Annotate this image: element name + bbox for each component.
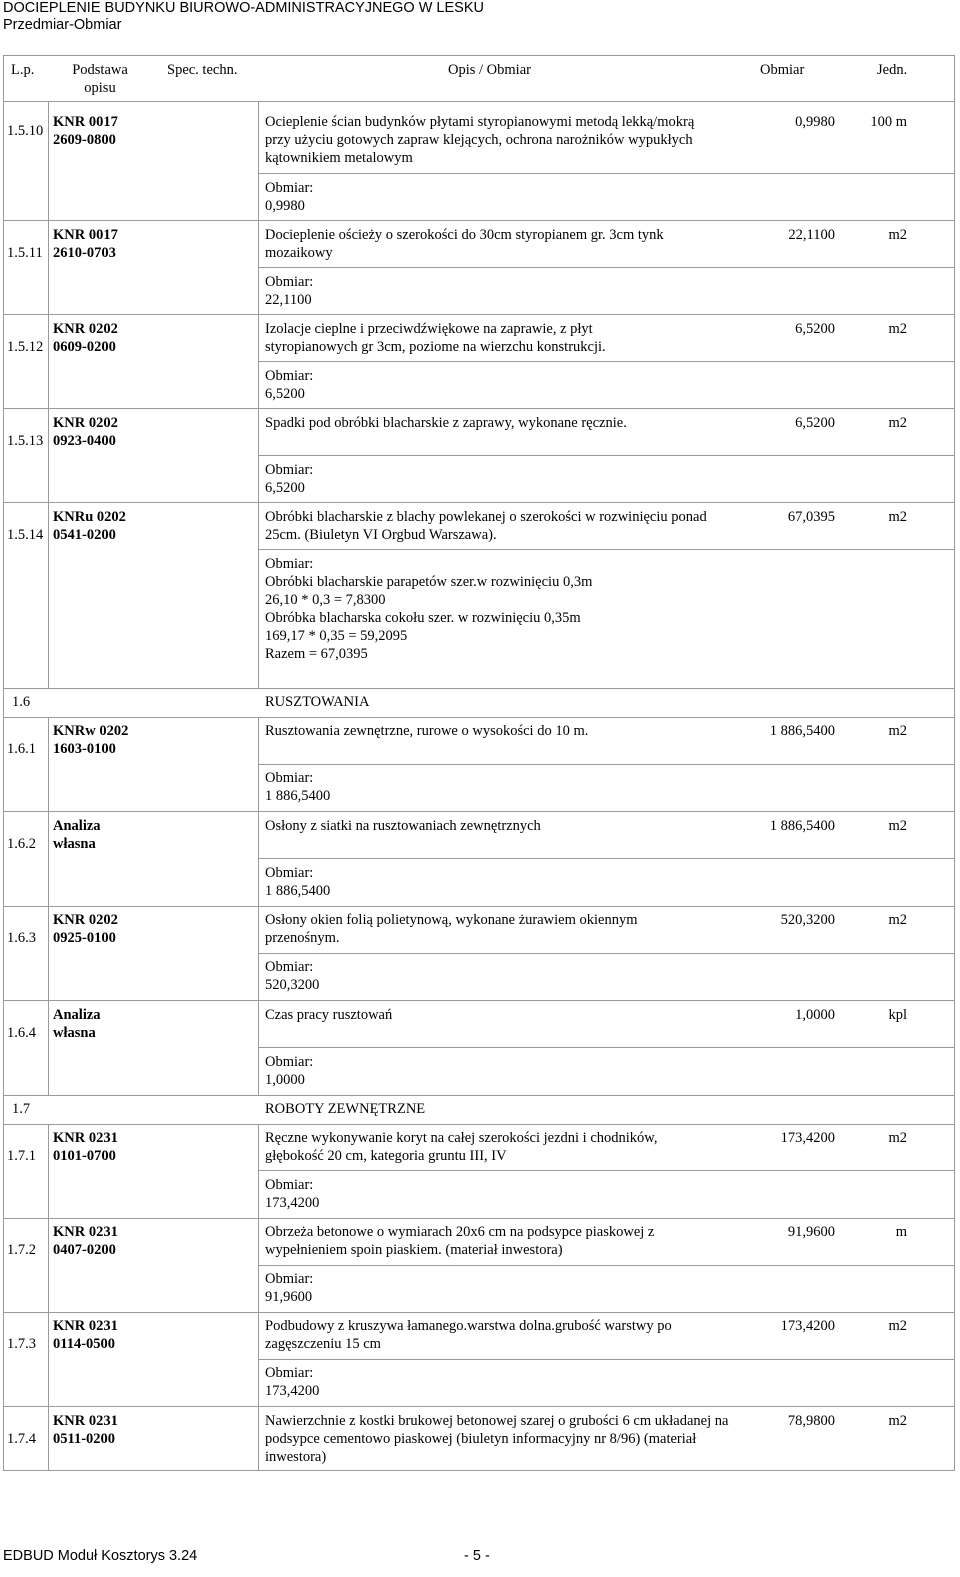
grid-line	[3, 1470, 955, 1471]
col-lp-header: L.p.	[11, 62, 35, 78]
row-quantity: 1 886,5400	[769, 818, 835, 834]
row-calc-line: 26,10 * 0,3 = 7,8300	[265, 592, 386, 608]
row-base-number: 0609-0200	[53, 339, 116, 355]
row-unit: m2	[888, 818, 907, 834]
row-base-number: 2609-0800	[53, 132, 116, 148]
grid-line	[3, 314, 955, 315]
row-obmiar-label: Obmiar:	[265, 462, 314, 478]
row-unit: m2	[888, 415, 907, 431]
grid-line	[3, 717, 955, 718]
grid-line	[3, 811, 955, 812]
row-base-code: KNRw 0202	[53, 723, 129, 739]
row-obmiar-label: Obmiar:	[265, 1365, 314, 1381]
grid-line	[3, 1312, 955, 1313]
row-quantity: 173,4200	[780, 1130, 835, 1146]
grid-line	[3, 906, 955, 907]
row-unit: m2	[888, 227, 907, 243]
row-description: Osłony z siatki na rusztowaniach zewnętrznych	[265, 818, 541, 834]
row-description: Spadki pod obróbki blacharskie z zaprawy, wykonane ręcznie.	[265, 415, 627, 431]
section-title: ROBOTY ZEWNĘTRZNE	[265, 1101, 426, 1117]
grid-line	[3, 1000, 955, 1001]
grid-line	[258, 267, 955, 268]
grid-line	[3, 1406, 955, 1407]
row-quantity: 6,5200	[795, 415, 835, 431]
row-base-number: własna	[53, 1025, 96, 1041]
row-quantity: 0,9980	[795, 114, 835, 130]
row-obmiar-label: Obmiar:	[265, 368, 314, 384]
row-calc-line: 520,3200	[265, 977, 320, 993]
row-quantity: 6,5200	[795, 321, 835, 337]
grid-line	[48, 101, 49, 688]
row-obmiar-label: Obmiar:	[265, 1054, 314, 1070]
row-description: Podbudowy z kruszywa łamanego.warstwa dolna.grubość warstwy po zagęszczeniu 15 cm	[265, 1318, 672, 1352]
footer-software: EDBUD Moduł Kosztorys 3.24	[3, 1548, 198, 1564]
row-description: Rusztowania zewnętrzne, rurowe o wysokości do 10 m.	[265, 723, 589, 739]
row-base-code: KNR 0202	[53, 912, 118, 928]
row-lp: 1.5.11	[7, 245, 43, 261]
row-quantity: 91,9600	[787, 1224, 835, 1240]
row-lp: 1.7.1	[7, 1148, 36, 1164]
section-number: 1.6	[12, 694, 31, 710]
row-base-code: KNR 0202	[53, 321, 118, 337]
row-quantity: 173,4200	[780, 1318, 835, 1334]
row-description: Izolacje cieplne i przeciwdźwiękowe na zaprawie, z płyt styropianowych gr 3cm, poziome na wierzchu konstrukcji.	[265, 321, 606, 355]
row-base-number: 0101-0700	[53, 1148, 116, 1164]
row-calc-line: Obróbka blacharska cokołu szer. w rozwinięciu 0,35m	[265, 610, 581, 626]
grid-line	[258, 455, 955, 456]
row-base-code: Analiza	[53, 1007, 101, 1023]
grid-line	[258, 1047, 955, 1048]
row-quantity: 1,0000	[795, 1007, 835, 1023]
grid-line	[258, 1124, 259, 1471]
row-unit: 100 m	[870, 114, 907, 130]
col-obmiar-header: Obmiar	[760, 62, 805, 78]
row-base-code: KNR 0017	[53, 114, 118, 130]
row-unit: m2	[888, 321, 907, 337]
footer-page-number: - 5 -	[464, 1548, 490, 1564]
row-obmiar-label: Obmiar:	[265, 556, 314, 572]
row-description: Ręczne wykonywanie koryt na całej szerokości jezdni i chodników, głębokość 20 cm, kategoria gruntu III, IV	[265, 1130, 658, 1164]
row-base-number: 0407-0200	[53, 1242, 116, 1258]
grid-line	[3, 408, 955, 409]
grid-line	[258, 361, 955, 362]
grid-line	[258, 549, 955, 550]
grid-line	[258, 1359, 955, 1360]
col-podstawa-header: Podstawa opisu	[72, 62, 128, 96]
grid-line	[258, 173, 955, 174]
row-lp: 1.6.4	[7, 1025, 36, 1041]
row-obmiar-label: Obmiar:	[265, 865, 314, 881]
row-base-code: KNR 0202	[53, 415, 118, 431]
row-lp: 1.7.3	[7, 1336, 36, 1352]
grid-line	[48, 1124, 49, 1471]
row-calc-line: 1 886,5400	[265, 788, 331, 804]
row-quantity: 520,3200	[780, 912, 835, 928]
row-base-number: własna	[53, 836, 96, 852]
grid-line	[3, 688, 955, 689]
row-obmiar-label: Obmiar:	[265, 1177, 314, 1193]
row-lp: 1.5.14	[7, 527, 44, 543]
grid-line	[258, 764, 955, 765]
row-obmiar-label: Obmiar:	[265, 180, 314, 196]
grid-line	[258, 858, 955, 859]
document-subtitle: Przedmiar-Obmiar	[3, 17, 122, 33]
grid-line	[3, 55, 955, 56]
row-base-code: KNR 0231	[53, 1318, 118, 1334]
row-calc-line: 91,9600	[265, 1289, 313, 1305]
row-obmiar-label: Obmiar:	[265, 1271, 314, 1287]
grid-line	[258, 953, 955, 954]
row-unit: m	[895, 1224, 907, 1240]
row-description: Osłony okien folią polietynową, wykonane żurawiem okiennym przenośnym.	[265, 912, 638, 946]
grid-line	[3, 502, 955, 503]
row-description: Docieplenie ościeży o szerokości do 30cm styropianem gr. 3cm tynk mozaikowy	[265, 227, 664, 261]
row-quantity: 67,0395	[787, 509, 835, 525]
row-calc-line: 169,17 * 0,35 = 59,2095	[265, 628, 408, 644]
row-base-number: 0923-0400	[53, 433, 116, 449]
row-base-number: 0114-0500	[53, 1336, 116, 1352]
row-base-code: KNR 0231	[53, 1130, 118, 1146]
row-calc-line: Obróbki blacharskie parapetów szer.w rozwinięciu 0,3m	[265, 574, 593, 590]
row-unit: m2	[888, 1413, 907, 1429]
row-base-number: 0511-0200	[53, 1431, 116, 1447]
grid-line	[258, 1265, 955, 1266]
row-lp: 1.7.4	[7, 1431, 36, 1447]
row-description: Nawierzchnie z kostki brukowej betonowej szarej o grubości 6 cm układanej na podsypce cementowo piaskowej (biuletyn informacyjny nr 8/96) (materiał inwestora)	[265, 1413, 729, 1465]
row-lp: 1.6.3	[7, 930, 36, 946]
row-base-number: 0541-0200	[53, 527, 116, 543]
row-lp: 1.5.13	[7, 433, 44, 449]
grid-line	[3, 55, 4, 1471]
row-calc-line: 22,1100	[265, 292, 312, 308]
row-base-number: 2610-0703	[53, 245, 116, 261]
row-calc-line: 0,9980	[265, 198, 305, 214]
row-description: Obrzeża betonowe o wymiarach 20x6 cm na podsypce piaskowej z wypełnieniem spoin piaskiem. (materiał inwestora)	[265, 1224, 655, 1258]
row-base-code: Analiza	[53, 818, 101, 834]
row-description: Ocieplenie ścian budynków płytami styropianowymi metodą lekką/mokrą przy użyciu gotowych zapraw klejących, ochrona narożników wypukłych kątownikiem metalowym	[265, 114, 695, 166]
row-calc-line: Razem = 67,0395	[265, 646, 368, 662]
row-base-code: KNR 0017	[53, 227, 118, 243]
row-unit: m2	[888, 723, 907, 739]
row-quantity: 22,1100	[788, 227, 835, 243]
row-unit: m2	[888, 912, 907, 928]
row-description: Czas pracy rusztowań	[265, 1007, 393, 1023]
row-unit: m2	[888, 1130, 907, 1146]
row-unit: kpl	[888, 1007, 907, 1023]
col-opis-header: Opis / Obmiar	[448, 62, 531, 78]
row-calc-line: 6,5200	[265, 480, 305, 496]
col-spec-header: Spec. techn.	[167, 62, 238, 78]
row-unit: m2	[888, 1318, 907, 1334]
row-calc-line: 173,4200	[265, 1195, 320, 1211]
grid-line	[3, 101, 955, 102]
row-unit: m2	[888, 509, 907, 525]
row-base-number: 1603-0100	[53, 741, 116, 757]
grid-line	[3, 1095, 955, 1096]
row-obmiar-label: Obmiar:	[265, 274, 314, 290]
row-lp: 1.6.1	[7, 741, 36, 757]
row-lp: 1.5.10	[7, 123, 44, 139]
row-calc-line: 173,4200	[265, 1383, 320, 1399]
section-number: 1.7	[12, 1101, 31, 1117]
grid-line	[3, 220, 955, 221]
row-calc-line: 6,5200	[265, 386, 305, 402]
row-base-code: KNR 0231	[53, 1224, 118, 1240]
row-base-code: KNRu 0202	[53, 509, 126, 525]
col-jedn-header: Jedn.	[877, 62, 908, 78]
row-calc-line: 1,0000	[265, 1072, 305, 1088]
document-title: DOCIEPLENIE BUDYNKU BIUROWO-ADMINISTRACYJNEGO W LESKU	[3, 0, 484, 16]
grid-line	[3, 1218, 955, 1219]
row-quantity: 78,9800	[787, 1413, 835, 1429]
grid-line	[3, 1124, 955, 1125]
row-lp: 1.7.2	[7, 1242, 36, 1258]
row-obmiar-label: Obmiar:	[265, 959, 314, 975]
row-base-number: 0925-0100	[53, 930, 116, 946]
grid-line	[258, 101, 259, 688]
row-base-code: KNR 0231	[53, 1413, 118, 1429]
grid-line	[258, 1170, 955, 1171]
row-lp: 1.5.12	[7, 339, 44, 355]
row-lp: 1.6.2	[7, 836, 36, 852]
row-calc-line: 1 886,5400	[265, 883, 331, 899]
section-title: RUSZTOWANIA	[265, 694, 370, 710]
row-description: Obróbki blacharskie z blachy powlekanej o szerokości w rozwinięciu ponad 25cm. (Biuletyn VI Orgbud Warszawa).	[265, 509, 707, 543]
row-quantity: 1 886,5400	[769, 723, 835, 739]
row-obmiar-label: Obmiar:	[265, 770, 314, 786]
